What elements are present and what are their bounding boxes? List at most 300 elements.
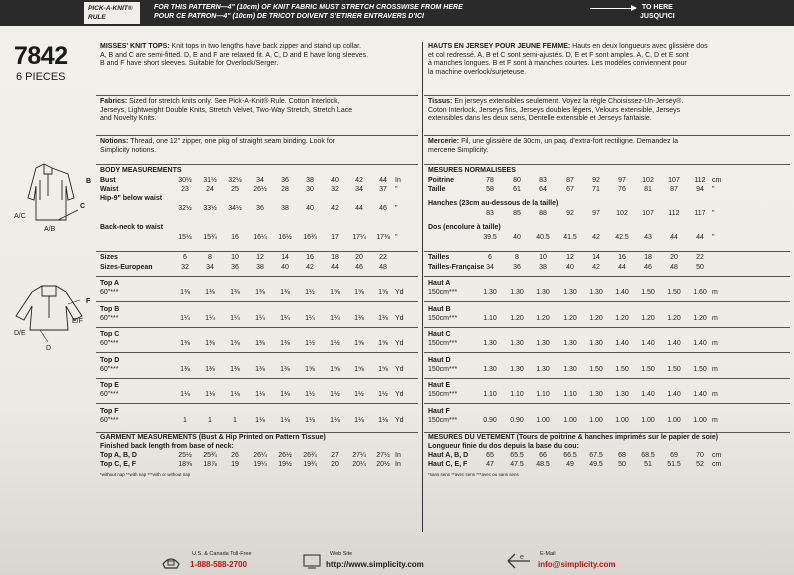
- fabrics-en-line: [100, 107, 418, 116]
- largeur-tissu-label: 150cm***: [428, 314, 458, 322]
- yardage-unit: Yd: [395, 416, 404, 424]
- garment-length-value: 19½: [278, 461, 292, 468]
- metrage-value: 1.20: [589, 314, 603, 322]
- divider: [96, 352, 418, 353]
- metrage-value: 1.10: [510, 391, 524, 398]
- description-en: [100, 43, 418, 69]
- hanches-value: 112: [668, 210, 680, 217]
- description-en-line: [100, 43, 418, 52]
- phone-number[interactable]: 1-888-588-2700: [190, 560, 247, 569]
- tailles-value: 12: [566, 254, 574, 261]
- taille-value: 94: [696, 186, 704, 193]
- body-measurements-heading: BODY MEASUREMENTS: [100, 167, 182, 174]
- metrage-value: 1.30: [510, 365, 524, 373]
- fabrics-en: [100, 98, 418, 124]
- hanches-value: 117: [694, 210, 706, 217]
- yardage-value: 1½: [305, 340, 315, 347]
- hanches-value: 92: [566, 210, 574, 217]
- description-fr-text: la machine overlock/surjeteuse.: [428, 68, 527, 76]
- garment-length-value: 26: [231, 452, 239, 459]
- poitrine-value: 87: [566, 177, 574, 184]
- garment-measurements-heading: GARMENT MEASUREMENTS (Bust & Hip Printed on Pattern Tissue): [100, 434, 326, 441]
- metrage-unit: m: [712, 416, 718, 424]
- hip-value: 32½: [178, 205, 192, 212]
- tailles-francaise-value: 38: [539, 264, 547, 271]
- yardage-value: 1: [183, 416, 187, 424]
- waist-value: 37: [379, 186, 387, 193]
- dos-value: 44: [696, 234, 704, 241]
- metrage-value: 1.00: [589, 416, 603, 424]
- sizes-eu-value: 46: [355, 264, 363, 271]
- yardage-value: 1⅜: [180, 365, 190, 373]
- metrage-value: 1.30: [536, 289, 550, 296]
- yardage-value: 1⅛: [280, 416, 290, 424]
- yardage-value: 1⅛: [354, 416, 364, 424]
- tailles-value: 18: [644, 254, 652, 261]
- back-neck-value: 16¼: [253, 234, 267, 241]
- hip-label: Hip-9" below waist: [100, 195, 163, 202]
- description-en-line: [100, 60, 418, 69]
- tailles-francaise-value: 42: [592, 264, 600, 271]
- fabrics-fr: [428, 98, 790, 124]
- metrage-unit: m: [712, 314, 718, 322]
- yardage-value: 1¼: [230, 314, 240, 322]
- dos-value: 39.5: [483, 234, 497, 241]
- yardage-value: 1½: [354, 391, 364, 398]
- sizes-eu-value: 32: [181, 264, 189, 271]
- longueur-dos-value: 65: [486, 452, 494, 459]
- bust-value: 42: [355, 177, 363, 184]
- bust-value: 40: [331, 177, 339, 184]
- garment-length-value: 26½: [278, 452, 292, 459]
- tailles-value: 20: [670, 254, 678, 261]
- tailles-francaise-label: Tailles-Française: [428, 264, 485, 271]
- taille-label: Taille: [428, 186, 446, 193]
- pattern-number: 7842: [14, 42, 68, 70]
- mesures-vetement-heading: MESURES DU VETEMENT (Tours de poitrine & hanches imprimés sur le papier de soie): [428, 434, 719, 441]
- longueur-dos-value: 68: [618, 452, 626, 459]
- hip-unit: ": [395, 205, 398, 212]
- fabrics-en-heading: Fabrics:: [100, 98, 128, 105]
- longueur-dos-value: 50: [618, 461, 626, 468]
- metrage-value: 1.30: [589, 289, 603, 296]
- metrage-value: 1.50: [693, 365, 707, 373]
- yardage-top-label: Top C: [100, 331, 120, 338]
- largeur-tissu-label: 150cm***: [428, 289, 458, 296]
- yardage-value: 1⅜: [378, 314, 388, 322]
- divider: [96, 403, 418, 404]
- dos-value: 40.5: [536, 234, 550, 241]
- fabrics-en-line: [100, 115, 418, 124]
- back-neck-label: Back-neck to waist: [100, 224, 164, 231]
- fabrics-fr-line: [428, 98, 790, 107]
- metrage-value: 1.20: [563, 314, 577, 322]
- yardage-value: 1½: [330, 391, 340, 398]
- back-neck-value: 16¾: [303, 234, 317, 241]
- notions-en-text: Simplicity notions.: [100, 146, 157, 154]
- hip-value: 38: [281, 205, 289, 212]
- sizes-label: Sizes: [100, 254, 118, 261]
- waist-value: 23: [181, 186, 189, 193]
- globe-icon: [302, 552, 322, 570]
- yardage-value: 1⅝: [378, 340, 388, 347]
- longueur-dos-value: 49.5: [589, 461, 603, 468]
- hanches-label: Hanches (23cm au-dessous de la taille): [428, 200, 559, 207]
- metrage-value: 1.20: [510, 314, 524, 322]
- sizes-eu-value: 40: [281, 264, 289, 271]
- tailles-francaise-value: 46: [644, 264, 652, 271]
- longueur-dos-value: 69: [670, 452, 678, 459]
- yardage-value: 1⅜: [255, 340, 265, 347]
- sizes-eu-value: 38: [256, 264, 264, 271]
- bust-label: Bust: [100, 177, 116, 184]
- metrage-haut-label: Haut D: [428, 356, 451, 364]
- yardage-value: 1½: [305, 391, 315, 398]
- yardage-value: 1⅛: [205, 391, 215, 398]
- fabrics-fr-line: [428, 115, 790, 124]
- waist-value: 28: [281, 186, 289, 193]
- fabrics-fr-text: Coton Interlock, Jerseys fins, Jerseys doubles légers, Velours extensible, Jerseys: [428, 106, 681, 114]
- longueur-dos-value: 51: [644, 461, 652, 468]
- yardage-value: 1⅝: [354, 289, 364, 296]
- garment-length-value: 27: [331, 452, 339, 459]
- bust-value: 38: [306, 177, 314, 184]
- metrage-value: 1.40: [641, 340, 655, 347]
- tailles-value: 16: [618, 254, 626, 261]
- garment-length-value: 26¾: [303, 452, 317, 459]
- longueur-dos-unit: cm: [712, 461, 722, 468]
- notions-fr-heading: Mercerie:: [428, 138, 460, 145]
- metrage-value: 1.10: [483, 391, 497, 398]
- metrage-value: 1.40: [667, 340, 681, 347]
- yardage-top-label: Top B: [100, 305, 120, 313]
- metrage-value: 1.50: [667, 365, 681, 373]
- divider: [96, 135, 418, 136]
- sizes-value: 18: [331, 254, 339, 261]
- garment-length-value: 20: [331, 461, 339, 468]
- divider: [424, 164, 790, 165]
- metrage-value: 1.30: [510, 289, 524, 296]
- dos-value: 43: [644, 234, 652, 241]
- fabrics-en-line: [100, 98, 418, 107]
- yardage-top-label: Top D: [100, 356, 120, 364]
- poitrine-value: 112: [694, 177, 706, 184]
- description-fr-line: [428, 69, 790, 78]
- yardage-value: 1⅜: [180, 340, 190, 347]
- metrage-value: 1.30: [563, 365, 577, 373]
- sizes-value: 8: [208, 254, 212, 261]
- sketch-top-ab: [28, 164, 74, 220]
- longueur-dos-label: Haut A, B, D: [428, 452, 469, 459]
- view-label-d: D: [46, 345, 52, 352]
- to-here-label: [640, 3, 675, 21]
- yardage-value: 1⅝: [378, 365, 388, 373]
- garment-length-value: 18⅝: [178, 461, 192, 468]
- description-fr: [428, 43, 790, 77]
- metrage-unit: m: [712, 340, 718, 347]
- metrage-value: 1.30: [536, 340, 550, 347]
- yardage-value: 1⅜: [230, 365, 240, 373]
- description-fr-line: [428, 60, 790, 69]
- poitrine-unit: cm: [712, 177, 722, 184]
- yardage-value: 1: [233, 416, 237, 424]
- description-en-heading: MISSES' KNIT TOPS:: [100, 43, 170, 50]
- divider: [96, 378, 418, 379]
- hip-value: 42: [331, 205, 339, 212]
- metrage-value: 1.10: [483, 314, 497, 322]
- arrow-right-icon: [590, 8, 636, 9]
- tailles-francaise-value: 50: [696, 264, 704, 271]
- hip-value: 34½: [228, 205, 242, 212]
- notions-en-text: Thread, one 12" zipper, one pkg of straight seam binding. Look for: [128, 138, 336, 145]
- fabric-width-label: 60"***: [100, 289, 119, 296]
- longueur-dos-value: 70: [696, 452, 704, 459]
- longueur-dos-value: 65.5: [510, 452, 524, 459]
- tailles-value: 14: [592, 254, 600, 261]
- divider: [96, 432, 418, 433]
- longueur-dos-value: 47.5: [510, 461, 524, 468]
- sketch-top-c: [40, 180, 78, 220]
- waist-value: 25: [231, 186, 239, 193]
- dos-value: 42.5: [615, 234, 629, 241]
- dos-value: 41.5: [563, 234, 577, 241]
- divider: [96, 327, 418, 328]
- metrage-value: 1.30: [536, 365, 550, 373]
- divider: [96, 276, 418, 277]
- view-label-b: B: [86, 178, 92, 185]
- garment-length-unit: In: [395, 461, 401, 468]
- hip-value: 33½: [203, 205, 217, 212]
- metrage-value: 1.20: [536, 314, 550, 322]
- description-en-text: Knit tops in two lengths have back zipper and stand up collar.: [169, 43, 362, 50]
- yardage-value: 1⅛: [305, 416, 315, 424]
- sizes-value: 12: [256, 254, 264, 261]
- poitrine-value: 83: [539, 177, 547, 184]
- longueur-dos-value: 49: [566, 461, 574, 468]
- dos-value: 42: [592, 234, 600, 241]
- metrage-value: 1.30: [510, 340, 524, 347]
- tailles-label: Tailles: [428, 254, 450, 261]
- taille-value: 58: [486, 186, 494, 193]
- metrage-value: 1.40: [693, 340, 707, 347]
- yardage-value: 1⅝: [354, 340, 364, 347]
- yardage-value: 1¼: [255, 314, 265, 322]
- yardage-value: 1⅛: [280, 391, 290, 398]
- phone-label: U.S. & Canada Toll-Free: [192, 551, 252, 557]
- longueur-dos-value: 67.5: [589, 452, 603, 459]
- fabric-width-label: 60"***: [100, 340, 119, 347]
- notions-en: [100, 138, 418, 155]
- sizes-value: 20: [355, 254, 363, 261]
- metrage-value: 1.00: [615, 416, 629, 424]
- taille-value: 61: [513, 186, 521, 193]
- yardage-value: 1¼: [205, 314, 215, 322]
- metrage-value: 1.00: [536, 416, 550, 424]
- garment-length-label: Top C, E, F: [100, 461, 137, 468]
- email-icon: [506, 552, 532, 570]
- description-fr-heading: HAUTS EN JERSEY POUR JEUNE FEMME:: [428, 43, 571, 50]
- notions-en-line: [100, 138, 418, 147]
- metrage-value: 1.30: [483, 365, 497, 373]
- mesures-normalisees-heading: MESURES NORMALISEES: [428, 167, 516, 174]
- divider: [424, 276, 790, 277]
- longueur-dos-value: 52: [696, 461, 704, 468]
- fabrics-fr-line: [428, 107, 790, 116]
- bust-value: 34: [256, 177, 264, 184]
- notions-fr-text: mercerie Simplicity.: [428, 146, 489, 154]
- divider: [96, 164, 418, 165]
- hanches-value: 97: [592, 210, 600, 217]
- bust-value: 36: [281, 177, 289, 184]
- banner-line-english: FOR THIS PATTERN—4" (10cm) OF KNIT FABRIC MUST STRETCH CROSSWISE FROM HERE: [154, 4, 463, 11]
- poitrine-value: 97: [618, 177, 626, 184]
- hip-value: 44: [355, 205, 363, 212]
- yardage-unit: Yd: [395, 340, 404, 347]
- tailles-francaise-value: 44: [618, 264, 626, 271]
- jusqu-ici-text: JUSQU'ICI: [640, 13, 675, 20]
- tailles-value: 8: [515, 254, 519, 261]
- view-label-ab: A/B: [44, 226, 56, 233]
- divider: [424, 251, 790, 252]
- hanches-value: 102: [616, 210, 628, 217]
- hanches-value: 85: [513, 210, 521, 217]
- divider: [424, 432, 790, 433]
- waist-value: 32: [331, 186, 339, 193]
- back-neck-value: 16: [231, 234, 239, 241]
- yardage-value: 1½: [330, 340, 340, 347]
- metrage-haut-label: Haut C: [428, 331, 451, 338]
- garment-length-value: 27½: [376, 452, 390, 459]
- longueur-dos-value: 66.5: [563, 452, 577, 459]
- notions-en-heading: Notions:: [100, 138, 129, 145]
- yardage-value: 1¼: [305, 314, 315, 322]
- bust-value: 32½: [228, 177, 242, 184]
- divider: [424, 95, 790, 96]
- yardage-value: 1⅜: [205, 289, 215, 296]
- yardage-value: 1⅛: [255, 416, 265, 424]
- sizes-eu-label: Sizes-European: [100, 264, 153, 271]
- description-en-text: B and F have short sleeves. Suitable for Overlock/Serger.: [100, 60, 279, 68]
- poitrine-value: 102: [642, 177, 654, 184]
- view-label-ac: A/C: [14, 213, 26, 220]
- back-neck-value: 17⅜: [376, 234, 390, 241]
- notions-fr-text: Fil, une glissière de 30cm, un paq. d'extra-fort rectiligne. Demandez la: [459, 138, 678, 145]
- metrage-haut-label: Haut A: [428, 280, 451, 287]
- divider: [424, 352, 790, 353]
- nap-footnote-en: *without nap **with nap ***with or without nap: [100, 472, 191, 477]
- yardage-value: 1½: [305, 289, 315, 296]
- yardage-value: 1⅜: [205, 340, 215, 347]
- divider: [424, 135, 790, 136]
- poitrine-value: 78: [486, 177, 494, 184]
- sizes-value: 10: [231, 254, 239, 261]
- hip-value: 40: [306, 205, 314, 212]
- metrage-unit: m: [712, 391, 718, 398]
- yardage-unit: Yd: [395, 289, 404, 296]
- metrage-value: 1.30: [615, 391, 629, 398]
- dos-value: 44: [670, 234, 678, 241]
- divider: [424, 301, 790, 302]
- garment-length-unit: In: [395, 452, 401, 459]
- metrage-value: 0.90: [510, 416, 524, 424]
- banner-line-french: POUR CE PATRON—4" (10cm) DE TRICOT DOIVENT S'ETIRER ENTRAVERS D'ICI: [154, 13, 424, 20]
- garment-length-value: 19: [231, 461, 239, 468]
- tailles-value: 22: [696, 254, 704, 261]
- metrage-value: 1.00: [667, 416, 681, 424]
- web-url[interactable]: http://www.simplicity.com: [326, 560, 424, 569]
- fabrics-fr-text: extensibles dans les deux sens, Dentelle extensible et Jerseys fantaisie.: [428, 115, 652, 123]
- back-neck-value: 17¼: [352, 234, 366, 241]
- yardage-value: 1¼: [280, 314, 290, 322]
- stretch-guide-banner: [0, 0, 794, 26]
- yardage-value: 1⅜: [180, 289, 190, 296]
- poitrine-value: 80: [513, 177, 521, 184]
- divider: [424, 327, 790, 328]
- yardage-unit: Yd: [395, 391, 404, 398]
- svg-text:e: e: [520, 554, 524, 561]
- sizes-eu-value: 48: [379, 264, 387, 271]
- garment-length-value: 25¾: [203, 452, 217, 459]
- metrage-value: 1.10: [536, 391, 550, 398]
- yardage-unit: Yd: [395, 314, 404, 322]
- garment-length-value: 27¼: [352, 452, 366, 459]
- description-fr-text: Hauts en deux longueurs avec glissière dos: [570, 43, 708, 50]
- dos-unit: ": [712, 234, 715, 241]
- description-en-text: A, B and C are semi-fitted. D, E and F are relaxed fit. A, C, D and E have long sleeves.: [100, 51, 369, 59]
- nap-footnote-fr: *sans sens **avec sens ***avec ou sans sens: [428, 472, 519, 477]
- longueur-dos-label: Haut C, E, F: [428, 461, 468, 468]
- sizes-eu-value: 34: [206, 264, 214, 271]
- hanches-value: 88: [539, 210, 547, 217]
- yardage-value: 1⅜: [280, 365, 290, 373]
- longueur-dos-value: 68.5: [641, 452, 655, 459]
- fabrics-en-text: Sized for stretch knits only. See Pick-A-Knit® Rule. Cotton Interlock,: [127, 98, 340, 105]
- metrage-value: 1.30: [589, 391, 603, 398]
- garment-length-value: 26¼: [253, 452, 267, 459]
- tailles-francaise-value: 36: [513, 264, 521, 271]
- description-fr-line: [428, 52, 790, 61]
- tailles-value: 10: [539, 254, 547, 261]
- largeur-tissu-label: 150cm***: [428, 365, 458, 373]
- metrage-value: 1.20: [641, 314, 655, 322]
- email-address[interactable]: info@simplicity.com: [538, 560, 616, 569]
- metrage-unit: m: [712, 365, 718, 373]
- garment-length-value: 18⅞: [203, 461, 217, 468]
- divider: [424, 403, 790, 404]
- largeur-tissu-label: 150cm***: [428, 391, 458, 398]
- largeur-tissu-label: 150cm***: [428, 340, 458, 347]
- divider: [96, 301, 418, 302]
- waist-value: 24: [206, 186, 214, 193]
- metrage-haut-label: Haut B: [428, 305, 451, 313]
- divider: [96, 95, 418, 96]
- garment-length-label: Top A, B, D: [100, 452, 137, 459]
- notions-fr: [428, 138, 790, 155]
- longueur-dos-value: 66: [539, 452, 547, 459]
- bust-unit: In: [395, 177, 401, 184]
- view-label-c: C: [80, 203, 86, 210]
- metrage-value: 1.50: [641, 289, 655, 296]
- tailles-francaise-value: 34: [486, 264, 494, 271]
- metrage-value: 1.50: [589, 365, 603, 373]
- longueur-dos-unit: cm: [712, 452, 722, 459]
- yardage-value: 1⅜: [280, 289, 290, 296]
- yardage-value: 1⅜: [230, 340, 240, 347]
- column-divider: [422, 42, 423, 532]
- yardage-value: 1⅝: [378, 289, 388, 296]
- taille-value: 76: [618, 186, 626, 193]
- fabric-width-label: 60"***: [100, 365, 119, 373]
